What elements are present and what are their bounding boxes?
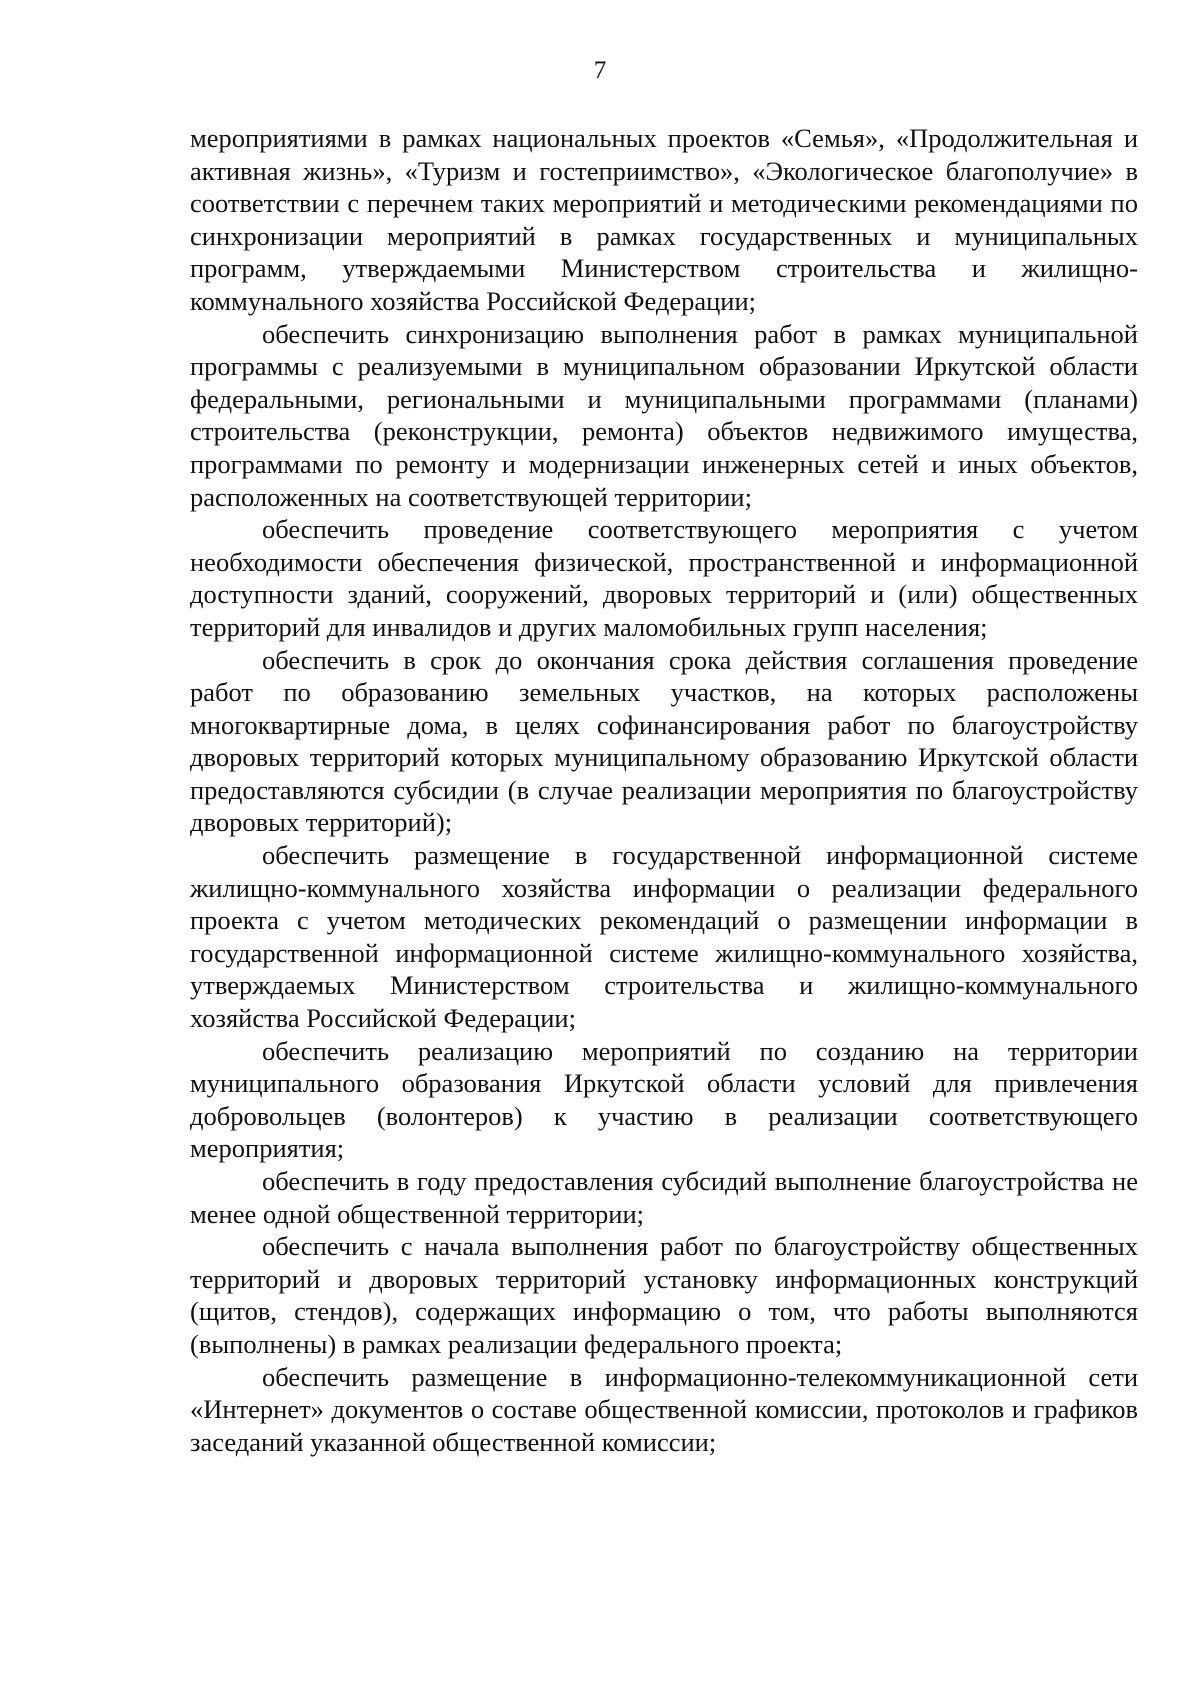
paragraph-2: обеспечить синхронизацию выполнения работ в рамках муниципальной программы с реализуемыми в муниципальном образовании Иркутской области федеральными, региональными и муниципальными программами (планами) строительства (реконструкции, ремонта) объектов недвижимого имущества, программами по ремонту и модернизации инженерных сетей и иных объектов, расположенных на соответствующей территории; bbox=[190, 318, 1138, 512]
paragraph-9: обеспечить размещение в информационно-телекоммуникационной сети «Интернет» документов о составе общественной комиссии, протоколов и графиков заседаний указанной общественной комиссии; bbox=[190, 1361, 1138, 1457]
paragraph-3: обеспечить проведение соответствующего мероприятия с учетом необходимости обеспечения физической, пространственной и информационной доступности зданий, сооружений, дворовых территорий и (или) общественных территорий для инвалидов и других маломобильных групп населения; bbox=[190, 514, 1138, 642]
paragraph-4: обеспечить в срок до окончания срока действия соглашения проведение работ по образованию земельных участков, на которых расположены многоквартирные дома, в целях софинансирования работ по благоустройству дворовых территорий которых муниципальному образованию Иркутской области предоставляются субсидии (в случае реализации мероприятия по благоустройству дворовых территорий); bbox=[190, 644, 1138, 838]
paragraph-8: обеспечить с начала выполнения работ по благоустройству общественных территорий и дворовых территорий установку информационных конструкций (щитов, стендов), содержащих информацию о том, что работы выполняются (выполнены) в рамках реализации федерального проекта; bbox=[190, 1231, 1138, 1359]
paragraph-6: обеспечить реализацию мероприятий по созданию на территории муниципального образования Иркутской области условий для привлечения добровольцев (волонтеров) к участию в реализации соответствующего мероприятия; bbox=[190, 1035, 1138, 1164]
paragraph-1: мероприятиями в рамках национальных проектов «Семья», «Продолжительная и активная жизнь», «Туризм и гостеприимство», «Экологическое благополучие» в соответствии с перечнем таких мероприятий и методическими рекомендациями по синхронизации мероприятий в рамках государственных и муниципальных программ, утверждаемыми Министерством строительства и жилищно-коммунального хозяйства Российской Федерации; bbox=[190, 123, 1138, 316]
paragraph-5: обеспечить размещение в государственной информационной системе жилищно-коммунального хозяйства информации о реализации федерального проекта с учетом методических рекомендаций о размещении информации в государственной информационной системе жилищно-коммунального хозяйства, утверждаемых Министерством строительства и жилищно-коммунального хозяйства Российской Федерации; bbox=[190, 840, 1138, 1034]
document-body bbox=[190, 122, 1138, 1458]
page-number: 7 bbox=[593, 57, 607, 84]
paragraph-7: обеспечить в году предоставления субсидий выполнение благоустройства не менее одной общественной территории; bbox=[190, 1166, 1138, 1229]
